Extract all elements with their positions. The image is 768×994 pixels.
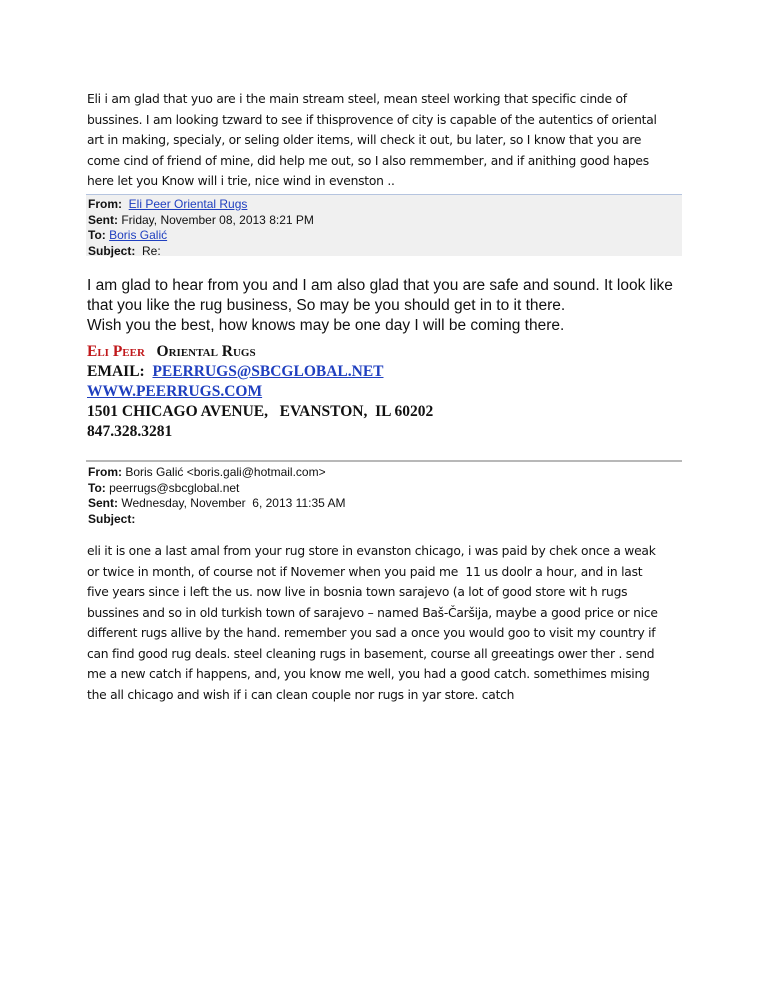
original-line: bussines and so in old turkish town of sarajevo – named Baš-Čaršija, maybe a good price or nice bbox=[87, 605, 658, 620]
reply-line: Wish you the best, how knows may be one day I will be coming there. bbox=[87, 317, 565, 334]
to-value: peerrugs@sbcglobal.net bbox=[109, 480, 240, 495]
sent-label: Sent: bbox=[88, 496, 118, 510]
website-link[interactable]: WWW.PEERRUGS.COM bbox=[87, 383, 263, 400]
sent-value: Wednesday, November 6, 2013 11:35 AM bbox=[121, 496, 346, 510]
from-label: From: bbox=[88, 465, 122, 479]
original-body bbox=[87, 541, 687, 705]
reply-to-row bbox=[86, 228, 682, 244]
subject-value: Re: bbox=[142, 243, 161, 258]
reply-line: that you like the rug business, So may be you should get in to it there. bbox=[87, 297, 566, 314]
original-from-row bbox=[88, 465, 684, 481]
original-sent-row bbox=[88, 496, 684, 512]
reply-email-header bbox=[86, 194, 682, 256]
to-link[interactable]: Boris Galić bbox=[109, 228, 168, 242]
to-label: To: bbox=[88, 228, 106, 242]
message-line: here let you Know will i trie, nice wind in evenston .. bbox=[87, 174, 395, 188]
email-label: EMAIL: bbox=[87, 363, 145, 380]
brand-name: Eli Peer bbox=[87, 343, 145, 360]
reply-line: I am glad to hear from you and I am also glad that you are safe and sound. It look like bbox=[87, 277, 673, 294]
reply-body bbox=[87, 276, 697, 336]
original-subject-row bbox=[88, 512, 684, 528]
signature-email-row bbox=[87, 362, 697, 382]
header-divider bbox=[86, 460, 682, 462]
signature-phone: 847.328.3281 bbox=[87, 423, 173, 440]
to-label: To: bbox=[88, 480, 106, 495]
from-value: Boris Galić <boris.gali@hotmail.com> bbox=[125, 465, 326, 479]
signature-website-row bbox=[87, 382, 697, 402]
original-email-header bbox=[88, 465, 684, 527]
message-line: art in making, specialy, or seling older items, will check it out, bu later, so I know that you are bbox=[87, 133, 642, 147]
subject-label: Subject: bbox=[88, 511, 136, 526]
email-link[interactable]: PEERRUGS@SBCGLOBAL.NET bbox=[152, 363, 384, 380]
message-line: Eli i am glad that yuo are i the main stream steel, mean steel working that specific cinde of bbox=[87, 92, 627, 106]
reply-subject-row bbox=[86, 244, 682, 260]
signature-company-row bbox=[87, 342, 697, 362]
company-name: Oriental Rugs bbox=[156, 343, 256, 360]
message-line: come cind of friend of mine, did help me out, so I also remmember, and if anithing good hapes bbox=[87, 153, 649, 168]
first-message bbox=[87, 89, 687, 192]
sent-value: Friday, November 08, 2013 8:21 PM bbox=[121, 212, 314, 227]
signature-address: 1501 CHICAGO AVENUE, EVANSTON, IL 60202 bbox=[87, 403, 434, 420]
original-line: me a new catch if happens, and, you know me well, you had a good catch. somethimes mising bbox=[87, 667, 650, 681]
message-line: bussines. I am looking tzward to see if thisprovence of city is capable of the autentics of oriental bbox=[87, 112, 657, 127]
original-line: can find good rug deals. steel cleaning rugs in basement, course all greeatings ower ther . send bbox=[87, 646, 655, 661]
original-line: different rugs allive by the hand. remember you sad a once you would goo to visit my country if bbox=[87, 626, 656, 640]
reply-from-row bbox=[86, 197, 682, 213]
sent-label: Sent: bbox=[88, 212, 118, 227]
original-to-row bbox=[88, 481, 684, 497]
original-line: five years since i left the us. now live in bosnia town sarajevo (a lot of good store wit h rugs bbox=[87, 585, 628, 599]
original-line: eli it is one a last amal from your rug store in evanston chicago, i was paid by chek once a weak bbox=[87, 544, 656, 558]
subject-label: Subject: bbox=[88, 243, 136, 258]
original-line: the all chicago and wish if i can clean couple nor rugs in yar store. catch bbox=[87, 687, 515, 702]
from-link[interactable]: Eli Peer Oriental Rugs bbox=[128, 197, 248, 211]
from-label: From: bbox=[88, 197, 122, 211]
signature-block bbox=[87, 342, 697, 442]
reply-sent-row bbox=[86, 213, 682, 229]
original-line: or twice in month, of course not if Novemer when you paid me 11 us doolr a hour, and in last bbox=[87, 564, 643, 579]
